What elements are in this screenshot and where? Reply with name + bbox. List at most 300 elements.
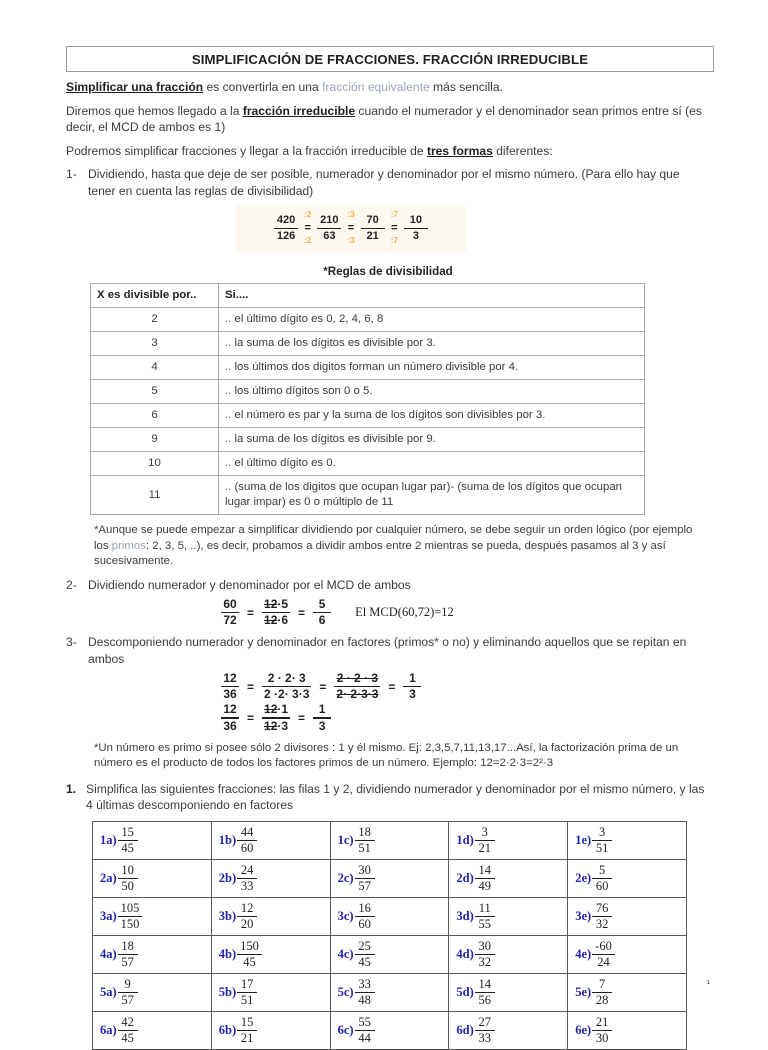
exercise-fraction (237, 1015, 257, 1045)
equals-sign: = (247, 710, 255, 725)
exercise-denominator: 51 (595, 841, 609, 856)
exercise-numerator: 12 (240, 901, 254, 916)
rules-row (91, 428, 645, 452)
exercise-label: 2a) (100, 870, 117, 885)
exercise-fraction (475, 863, 495, 893)
page-title: SIMPLIFICACIÓN DE FRACCIONES. FRACCIÓN IRREDUCIBLE (191, 51, 589, 67)
exercise-numerator: 105 (120, 901, 140, 916)
exercise-cell[interactable] (330, 859, 449, 897)
exercise-fraction (592, 939, 615, 969)
exercise-item (100, 939, 207, 969)
exercise-numerator: 11 (478, 901, 491, 916)
exercise-numerator: 17 (240, 977, 254, 992)
exercise-item (456, 863, 563, 893)
rules-header-row (91, 284, 645, 308)
factor: ·5 (277, 597, 289, 611)
exercise-fraction (475, 939, 495, 969)
exercise-label: 6b) (218, 1022, 237, 1037)
exercise-denominator: 45 (358, 955, 371, 970)
rule-condition: .. el último dígito es 0, 2, 4, 6, 8 (219, 308, 645, 332)
exercise-denominator: 51 (358, 841, 371, 856)
exercise-item (219, 977, 326, 1007)
exercise-denominator: 48 (358, 993, 371, 1008)
rule-divisor: 9 (91, 428, 219, 452)
factor: ·1 (277, 702, 289, 717)
chain-numerator: 10 (409, 213, 423, 226)
exercise-item (219, 939, 326, 969)
exercise-denominator: 45 (243, 955, 256, 970)
rule-condition: .. los últimos dos digitos forman un número divisible por 4. (219, 356, 645, 380)
chain-fraction-bar (361, 228, 385, 229)
fraction-denominator: 3 (409, 687, 416, 702)
intro-p2-start: Diremos que hemos llegado a la (66, 103, 243, 118)
factor: ·3 (277, 718, 289, 733)
rules-header-cell: X es divisible por.. (91, 284, 219, 308)
intro-p3-start: Podremos simplificar fracciones y llegar a la fracción irreducible de (66, 143, 427, 158)
exercise-item (575, 825, 682, 855)
exercise-denominator: 50 (121, 879, 134, 894)
exercise-cell[interactable] (93, 1011, 212, 1049)
chain-divisor-top: :7 (390, 210, 398, 219)
exercise-fraction (237, 825, 257, 855)
exercise-label: 5d) (456, 984, 474, 999)
fraction-denominator: 72 (223, 613, 237, 628)
exercise-cell[interactable] (93, 897, 212, 935)
exercise-fraction (118, 901, 143, 931)
exercise-fraction (592, 977, 612, 1007)
exercise-item (456, 901, 563, 931)
exercise-cell[interactable] (330, 973, 449, 1011)
fraction-denominator (262, 720, 290, 733)
exercise-numerator: 76 (595, 901, 609, 916)
exercise-numerator: 15 (240, 1015, 254, 1030)
fraction-denominator (334, 688, 380, 701)
exercise-cell[interactable] (211, 935, 330, 973)
exercise-item (575, 939, 682, 969)
chain-divisor-step (302, 209, 313, 247)
fraction-denominator: 36 (223, 687, 237, 702)
fraction-denominator: 3 (318, 718, 326, 733)
rules-row (91, 404, 645, 428)
exercise-row (93, 973, 687, 1011)
exercise-numerator: 15 (121, 825, 134, 840)
rules-row (91, 476, 645, 515)
exercise-fraction (118, 977, 138, 1007)
exercise-denominator: 60 (240, 841, 254, 856)
exercise-fraction (475, 977, 495, 1007)
exercise-label: 2b) (218, 870, 237, 885)
exercise-numerator: -60 (595, 939, 612, 954)
exercise-cell[interactable] (568, 821, 687, 859)
exercise-numerator: 18 (358, 825, 371, 840)
exercise-fraction (118, 1015, 138, 1045)
exercise-label: 4e) (575, 946, 592, 961)
exercise-denominator: 60 (595, 879, 609, 894)
exercise-fraction (592, 863, 612, 893)
exercise-cell[interactable] (211, 821, 330, 859)
chain-fraction-bar (317, 228, 341, 229)
exercise-label: 1c) (337, 832, 354, 847)
exercise-numerator: 42 (121, 1015, 134, 1030)
exercise-item (338, 825, 445, 855)
factor: ·6 (277, 613, 289, 628)
exercise-fraction (475, 901, 495, 931)
exercise-label: 3e) (575, 908, 592, 923)
exercise-cell[interactable] (330, 897, 449, 935)
exercise-item (575, 863, 682, 893)
cancelled-factors: 2 · 2 · 3 (336, 671, 379, 686)
mcd-note: El MCD(60,72)=12 (355, 605, 454, 620)
fraction (334, 672, 380, 701)
link-primos[interactable]: primos (111, 539, 146, 552)
exercise-label: 3c) (337, 908, 354, 923)
rule-divisor: 4 (91, 356, 219, 380)
exercise-item (456, 825, 563, 855)
exercise-item (338, 939, 445, 969)
exercise-cell[interactable] (211, 973, 330, 1011)
exercise-denominator: 20 (240, 917, 254, 932)
exercise-numerator: 55 (358, 1015, 371, 1030)
exercise-numerator: 18 (121, 939, 134, 954)
exercise-label: 5e) (575, 984, 592, 999)
exercise-cell[interactable] (568, 935, 687, 973)
exercise-item (100, 901, 207, 931)
fraction (403, 672, 421, 701)
fraction-numerator: 1 (318, 702, 326, 717)
rules-header-cell: Si.... (219, 284, 645, 308)
exercise-item (456, 977, 563, 1007)
exercise-fraction (237, 977, 257, 1007)
exercise-item (575, 1015, 682, 1045)
exercise-cell[interactable] (449, 897, 568, 935)
exercise-1-heading (66, 781, 710, 814)
chain-denominator: 3 (412, 230, 419, 243)
exercise-cell[interactable] (449, 973, 568, 1011)
rules-row (91, 356, 645, 380)
exercise-label: 6e) (575, 1022, 592, 1037)
chain-divisor-top: :3 (347, 210, 355, 219)
exercise-label: 1e) (575, 832, 592, 847)
intro-p1-mid: es convertirla en una (203, 80, 323, 94)
fraction-denominator: 36 (223, 718, 237, 733)
exercise-numerator: 27 (478, 1015, 492, 1030)
chain-equals: = (304, 222, 311, 234)
exercise-cell[interactable] (449, 1011, 568, 1049)
exercise-numerator: 150 (240, 939, 259, 954)
exercise-numerator: 9 (124, 977, 131, 992)
page-number: 1 (706, 980, 710, 986)
method-2-text: Dividiendo numerador y denominador por el MCD de ambos (88, 577, 411, 592)
rule-divisor: 11 (91, 476, 219, 515)
divisibility-rules-table (90, 283, 645, 515)
note-after-rules (94, 523, 710, 570)
equals-sign: = (388, 679, 396, 694)
equals-sign: = (247, 679, 255, 694)
rule-divisor: 6 (91, 404, 219, 428)
chain-numerator: 70 (366, 213, 379, 226)
exercise-label: 2c) (337, 870, 354, 885)
chain-numerator: 210 (320, 213, 339, 226)
exercise-cell[interactable] (93, 821, 212, 859)
exercise-item (338, 863, 445, 893)
cancelled-factor: 12 (264, 718, 278, 733)
exercise-row (93, 935, 687, 973)
exercise-cell[interactable] (211, 897, 330, 935)
chain-divisor-bottom: :2 (304, 236, 312, 245)
exercise-cell[interactable] (93, 935, 212, 973)
exercise-item (100, 863, 207, 893)
chain-fraction (270, 214, 302, 242)
exercise-numerator: 7 (599, 977, 606, 992)
exercise-numerator: 14 (478, 977, 492, 992)
exercise-cell[interactable] (568, 973, 687, 1011)
exercise-fraction (355, 1015, 375, 1045)
exercise-fraction (118, 939, 138, 969)
exercise-label: 1d) (456, 832, 474, 847)
exercise-label: 3b) (218, 908, 237, 923)
rule-condition: .. la suma de los dígitos es divisible por 9. (219, 428, 645, 452)
fraction (221, 703, 239, 732)
exercise-label: 4d) (456, 946, 474, 961)
chain-equals: = (347, 222, 355, 234)
exercise-item (575, 977, 682, 1007)
chain-fraction (313, 214, 345, 242)
exercise-fraction (118, 825, 138, 855)
chain-divisor-bottom: :3 (347, 236, 355, 245)
exercise-denominator: 44 (358, 1031, 371, 1046)
note-part1: *Aunque se puede empezar a simplificar dividiendo por cualquier número, se debe seguir un orden lógico (por ejemplo los (94, 524, 693, 552)
exercise-numerator: 33 (358, 977, 371, 992)
rules-row (91, 380, 645, 404)
rules-row (91, 452, 645, 476)
exercise-cell[interactable] (330, 935, 449, 973)
rules-caption: *Reglas de divisibilidad (323, 265, 453, 278)
exercise-denominator: 60 (358, 917, 371, 932)
exercise-denominator: 57 (121, 993, 134, 1008)
rule-divisor: 10 (91, 452, 219, 476)
document-title-box (66, 46, 714, 72)
rule-condition: .. (suma de los digitos que ocupan lugar par)- (suma de los dígitos que ocupan lugar impar) es 0 o múltiplo de 11 (219, 476, 645, 515)
exercise-cell[interactable] (449, 859, 568, 897)
fraction (313, 598, 331, 627)
fraction-numerator (262, 598, 290, 611)
chain-fraction-bar (274, 228, 298, 229)
exercise-denominator: 30 (595, 1031, 609, 1046)
fraction (262, 672, 311, 701)
exercise-item (338, 901, 445, 931)
exercise-row (93, 859, 687, 897)
rule-divisor: 3 (91, 332, 219, 356)
exercise-item (100, 1015, 207, 1045)
exercise-cell[interactable] (330, 1011, 449, 1049)
method-3-footnote: *Un número es primo si posee sólo 2 divisores : 1 y él mismo. Ej: 2,3,5,7,11,13,17...Así, la factorización prima de un número es el producto de todos los factores primos de un número. Ejemplo: 12=2·2·3=2²·3 (94, 741, 679, 770)
exercise-label: 6c) (337, 1022, 354, 1037)
exercise-numerator: 25 (358, 939, 371, 954)
chain-denominator: 126 (276, 230, 296, 243)
method-2-equation (221, 598, 710, 627)
fraction-denominator: 2 ·2· 3·3 (264, 687, 310, 702)
exercise-label: 3d) (456, 908, 474, 923)
fraction-numerator (335, 672, 380, 685)
fraction-numerator: 5 (318, 597, 326, 611)
chain-denominator: 21 (366, 230, 379, 243)
rules-row (91, 308, 645, 332)
exercise-fraction (355, 825, 375, 855)
cancelled-factor: 12 (264, 597, 278, 611)
exercise-fraction (237, 863, 257, 893)
exercise-item (100, 825, 207, 855)
fraction (221, 598, 239, 627)
exercise-fraction (592, 901, 612, 931)
fraction-numerator: 2 · 2· 3 (267, 671, 306, 686)
rule-condition: .. los último dígitos son 0 o 5. (219, 380, 645, 404)
intro-p2-end: cuando el numerador y el denominador sean primos entre sí (es decir, el MCD de ambos es 1) (66, 103, 702, 134)
fraction-chain-420-126 (236, 205, 466, 252)
exercise-item (456, 939, 563, 969)
exercise-cell[interactable] (93, 973, 212, 1011)
exercise-cell[interactable] (330, 821, 449, 859)
fraction-numerator: 12 (223, 702, 237, 717)
exercise-item (575, 901, 682, 931)
exercise-fraction (475, 1015, 495, 1045)
exercise-denominator: 24 (597, 955, 610, 970)
exercise-numerator: 16 (358, 901, 371, 916)
exercise-fraction (475, 825, 495, 855)
fraction-denominator (262, 614, 290, 627)
exercise-numerator: 3 (599, 825, 606, 840)
term-fraccion-irreducible: fracción irreducible (242, 103, 356, 118)
rule-divisor: 5 (91, 380, 219, 404)
exercise-cell[interactable] (568, 1011, 687, 1049)
chain-divisor-step (345, 209, 356, 247)
fraction (313, 703, 331, 732)
method-1 (66, 166, 710, 199)
exercise-fraction (355, 939, 375, 969)
fraction (221, 672, 239, 701)
exercise-label: 5b) (218, 984, 237, 999)
exercise-cell[interactable] (211, 859, 330, 897)
exercise-1-text: Simplifica las siguientes fracciones: las filas 1 y 2, dividiendo numerador y denominador por el mismo número, y las 4 últimas descomponiendo en factores (86, 781, 705, 813)
exercise-cell[interactable] (93, 859, 212, 897)
equals-sign: = (298, 605, 306, 620)
intro-paragraph-2 (66, 103, 710, 136)
rule-condition: .. la suma de los dígitos es divisible por 3. (219, 332, 645, 356)
exercise-cell[interactable] (568, 859, 687, 897)
rule-condition: .. el último dígito es 0. (219, 452, 645, 476)
method-3 (66, 634, 710, 667)
exercise-denominator: 32 (478, 955, 492, 970)
method-3-equation-line-2 (221, 703, 710, 732)
exercise-fraction (237, 901, 257, 931)
exercise-item (338, 1015, 445, 1045)
chain-fraction (400, 214, 432, 242)
chain-divisor-bottom: :7 (390, 236, 398, 245)
rule-divisor: 2 (91, 308, 219, 332)
exercise-fraction (592, 1015, 612, 1045)
exercise-cell[interactable] (449, 935, 568, 973)
exercise-denominator: 55 (478, 917, 492, 932)
chain-fraction-bar (404, 228, 428, 229)
exercise-denominator: 57 (358, 879, 371, 894)
exercise-item (219, 825, 326, 855)
exercise-numerator: 21 (595, 1015, 609, 1030)
chain-equals: = (391, 222, 398, 234)
rules-row (91, 332, 645, 356)
cancelled-factor: 12 (264, 613, 278, 628)
exercise-label: 6a) (100, 1022, 117, 1037)
exercise-fraction (592, 825, 612, 855)
chain-divisor-top: :2 (304, 210, 312, 219)
method-1-text: Dividiendo, hasta que deje de ser posible, numerador y denominador por el mismo número. (Para ello hay que tener en cuenta las reglas de divisibilidad) (88, 167, 680, 198)
exercise-label: 2d) (456, 870, 474, 885)
fraction-denominator: 6 (318, 613, 326, 628)
method-3-text: Descomponiendo numerador y denominador en factores (primos* o no) y eliminando aquellos que se repitan en ambos (88, 635, 687, 666)
exercise-item (219, 1015, 326, 1045)
fraction-numerator: 60 (223, 597, 237, 611)
exercise-denominator: 56 (478, 993, 492, 1008)
exercise-label: 2e) (575, 870, 592, 885)
exercise-denominator: 45 (121, 841, 134, 856)
exercise-denominator: 49 (478, 879, 492, 894)
exercise-fractions-grid (92, 821, 687, 1050)
intro-paragraph-3 (66, 143, 710, 160)
intro-paragraph-1 (66, 79, 710, 96)
exercise-denominator: 51 (240, 993, 254, 1008)
exercise-label: 5c) (337, 984, 354, 999)
exercise-row (93, 1011, 687, 1049)
exercise-numerator: 44 (240, 825, 254, 840)
method-2-marker: 2- (66, 577, 77, 592)
fraction (262, 703, 290, 732)
exercise-row (93, 897, 687, 935)
term-tres-formas: tres formas (426, 143, 493, 158)
exercise-denominator: 57 (121, 955, 134, 970)
link-fraccion-equivalente[interactable]: fracción equivalente (322, 80, 430, 94)
exercise-denominator: 32 (595, 917, 609, 932)
exercise-denominator: 33 (478, 1031, 492, 1046)
exercise-denominator: 45 (121, 1031, 134, 1046)
exercise-denominator: 150 (120, 917, 140, 932)
equals-sign: = (298, 710, 306, 725)
method-3-equation-line-1 (221, 672, 710, 701)
exercise-denominator: 33 (240, 879, 254, 894)
exercise-numerator: 24 (240, 863, 254, 878)
exercise-item (100, 977, 207, 1007)
exercise-label: 4c) (337, 946, 354, 961)
chain-denominator: 63 (323, 230, 336, 243)
exercise-label: 4b) (218, 946, 237, 961)
exercise-cell[interactable] (211, 1011, 330, 1049)
method-3-marker: 3- (66, 635, 77, 650)
equals-sign: = (247, 605, 255, 620)
rule-condition: .. el número es par y la suma de los dígitos son divisibles por 3. (219, 404, 645, 428)
exercise-label: 4a) (100, 946, 117, 961)
exercise-denominator: 21 (478, 841, 492, 856)
chain-fraction (357, 214, 389, 242)
exercise-fraction (355, 901, 375, 931)
exercise-label: 5a) (100, 984, 117, 999)
method-2 (66, 577, 710, 594)
exercise-label: 1b) (218, 832, 237, 847)
exercise-item (219, 863, 326, 893)
fraction-numerator: 1 (409, 671, 416, 686)
term-simplificar-una-fraccion: Simplificar una fracción (66, 80, 204, 94)
fraction (262, 598, 290, 627)
exercise-cell[interactable] (568, 897, 687, 935)
exercise-denominator: 21 (240, 1031, 254, 1046)
exercise-numerator: 14 (478, 863, 492, 878)
exercise-cell[interactable] (449, 821, 568, 859)
